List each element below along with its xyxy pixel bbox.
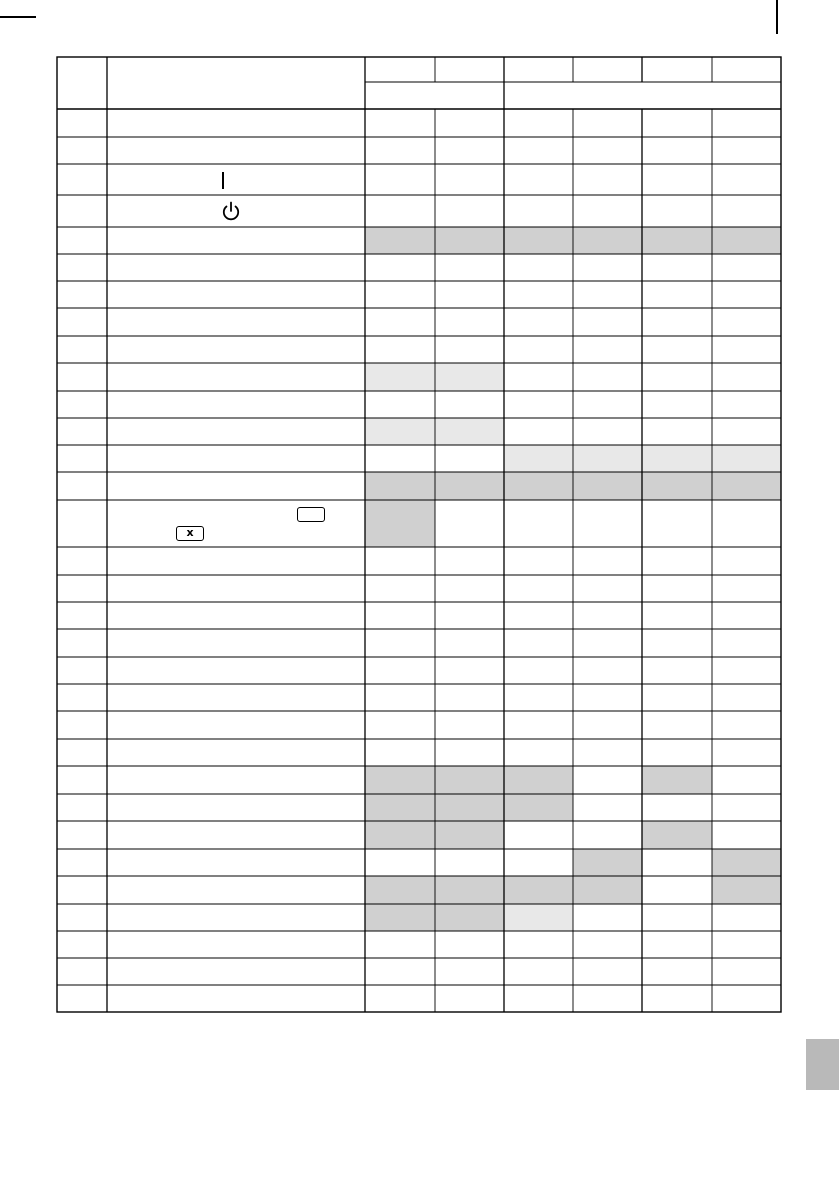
shaded-cell [504, 472, 573, 500]
shaded-cell [365, 472, 435, 500]
shaded-cell [435, 904, 504, 931]
shaded-cell [504, 445, 573, 472]
shaded-cell [435, 876, 504, 904]
shaded-cell [435, 363, 504, 391]
shaded-cell [712, 445, 781, 472]
shaded-cell [504, 876, 573, 904]
shaded-cell [573, 227, 642, 254]
shaded-cell [504, 227, 573, 254]
shaded-cell [435, 472, 504, 500]
shaded-cell [435, 766, 504, 794]
shaded-cell [365, 500, 435, 547]
shaded-cell [712, 849, 781, 876]
bar-icon [222, 172, 224, 189]
shaded-cell [365, 794, 435, 821]
shaded-cell [365, 418, 435, 445]
shaded-cell [365, 363, 435, 391]
shaded-cell [365, 227, 435, 254]
shaded-cell [712, 227, 781, 254]
shaded-cell [642, 472, 712, 500]
shaded-cell [642, 766, 712, 794]
shaded-cell [642, 227, 712, 254]
shaded-cell [365, 766, 435, 794]
x-key-icon: x [176, 526, 204, 541]
shaded-cell [504, 766, 573, 794]
shaded-cell [573, 876, 642, 904]
side-tab [806, 1039, 839, 1090]
shaded-cell [365, 876, 435, 904]
power-icon [220, 199, 242, 223]
shaded-cell [504, 794, 573, 821]
shaded-cell [712, 876, 781, 904]
shaded-cell [435, 227, 504, 254]
shaded-cell [365, 821, 435, 849]
box-key-icon [297, 507, 325, 522]
shaded-cell [435, 418, 504, 445]
shaded-cell [573, 849, 642, 876]
shaded-cell [435, 821, 504, 849]
shaded-cell [435, 794, 504, 821]
shaded-cell [573, 445, 642, 472]
shaded-cell [642, 821, 712, 849]
shaded-cell [365, 904, 435, 931]
shaded-cell [573, 472, 642, 500]
shaded-cell [504, 904, 573, 931]
shaded-cell [712, 472, 781, 500]
shaded-cell [642, 445, 712, 472]
